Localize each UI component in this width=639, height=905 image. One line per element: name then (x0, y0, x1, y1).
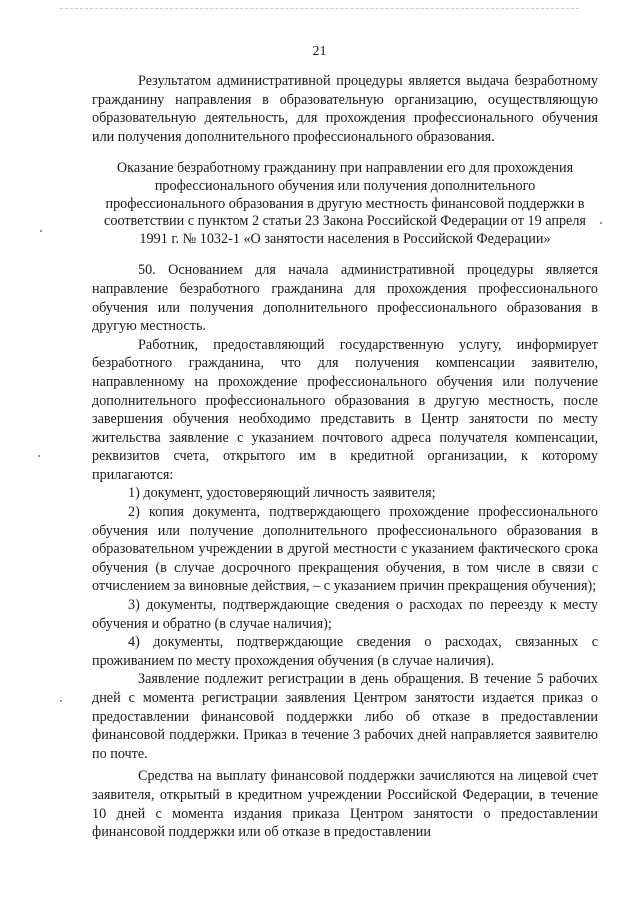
paragraph-registration: Заявление подлежит регистрации в день обращения. В течение 5 рабочих дней с момента регистрации заявления Центром занятости издается приказ о предоставлении финансовой поддержки либо об отказе в предоставлении финансовой поддержки. Приказ в течение 3 рабочих дней направляется заявителю по почте. (92, 671, 598, 762)
scan-speck (60, 700, 62, 702)
document-body (92, 72, 598, 842)
list-item-1: 1) документ, удостоверяющий личность заявителя; (128, 485, 436, 502)
paragraph-worker-info: Работник, предоставляющий государственную услугу, информирует безработного гражданина, что для получения компенсации заявителю, направленному на прохождение профессионального обучения или получение дополнительного профессионального образования в другую местность, после завершения обучения необходимо представить в Центр занятости по месту жительства заявление с указанием почтового адреса получателя компенсации, реквизитов счета, открытого им в кредитной организации, к которому прилагаются: (92, 336, 598, 483)
list-item-2: 2) копия документа, подтверждающего прохождение профессионального обучения или получение дополнительного профессионального образования в образовательном учреждении в другой местности с указанием фактического срока обучения (в случае досрочного прекращения обучения, в том числе в связи с отчислением за виновные действия, – с указанием причин прекращения обучения); (92, 504, 598, 595)
section-heading: Оказание безработному гражданину при направлении его для прохождения профессионального обучения или получения дополнительного профессионального образования в другую местность финансовой поддержки в соответствии с пунктом 2 статьи 23 Закона Российской Федерации от 19 апреля 1991 г. № 1032-1 «О занятости населения в Российской Федерации» (104, 160, 586, 247)
result-paragraph: Результатом административной процедуры является выдача безработному гражданину направления в образовательную организацию, осуществляющую образовательную деятельность, для прохождения профессионального обучения или получения дополнительного профессионального образования. (92, 73, 598, 145)
scan-speck (600, 222, 602, 224)
list-item-4: 4) документы, подтверждающие сведения о расходах, связанных с проживанием по месту прохождения обучения (в случае наличия). (92, 634, 598, 669)
scan-speck (38, 455, 40, 457)
paragraph-funds: Средства на выплату финансовой поддержки зачисляются на лицевой счет заявителя, открытый в кредитном учреждении Российской Федерации, в течение 10 дней с момента издания приказа Центром занятости о предоставлении финансовой поддержки или об отказе в предоставлении (92, 768, 598, 841)
scan-speck (40, 230, 42, 232)
scan-edge-line (60, 8, 579, 9)
list-item-3: 3) документы, подтверждающие сведения о расходах по переезду к месту обучения и обратно (в случае наличия); (92, 597, 598, 632)
paragraph-50: 50. Основанием для начала административной процедуры является направление безработного гражданина для прохождения профессионального обучения или получения дополнительного профессионального образования в другую местность. (92, 262, 598, 335)
page-number: 21 (312, 44, 327, 59)
